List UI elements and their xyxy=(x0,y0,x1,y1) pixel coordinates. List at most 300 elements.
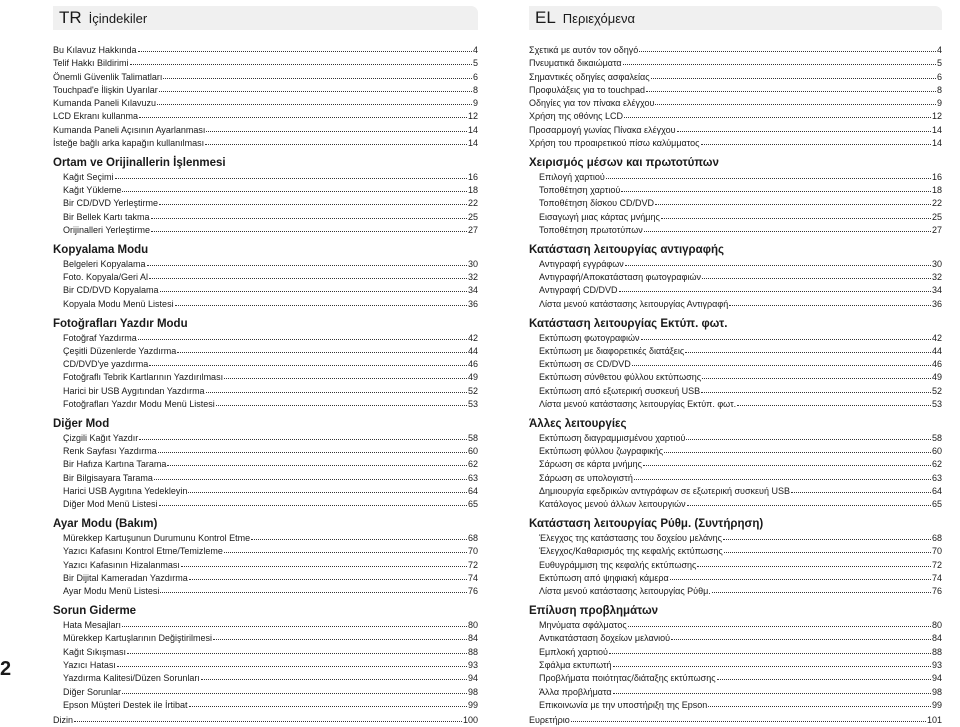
toc-entry-page: 68 xyxy=(467,533,478,544)
dot-leader xyxy=(213,631,467,640)
toc-entry[interactable] xyxy=(53,445,478,458)
dot-leader xyxy=(671,631,931,640)
toc-entry-title: Σχετικά με αυτόν τον οδηγό xyxy=(529,45,639,55)
toc-entry-page: 60 xyxy=(467,446,478,457)
toc-entry-page: 25 xyxy=(467,211,478,222)
dot-leader xyxy=(655,96,936,105)
dot-leader xyxy=(643,457,931,466)
toc-entry[interactable] xyxy=(53,485,478,498)
dot-leader xyxy=(655,196,931,205)
toc-entry-title: Telif Hakkı Bildirimi xyxy=(53,58,129,69)
toc-entry-title: Μηνύματα σφάλματος xyxy=(539,620,627,631)
toc-entry-page: 14 xyxy=(467,138,478,149)
toc-entry-title: Σάρωση σε κάρτα μνήμης xyxy=(539,459,642,470)
toc-entry-page: 88 xyxy=(467,646,478,657)
dot-leader xyxy=(613,658,931,667)
toc-title: Περιεχόμενα xyxy=(562,10,636,26)
toc-entry-page: 5 xyxy=(472,58,478,69)
toc-entry[interactable] xyxy=(53,398,478,411)
toc-entry-title: Προσαρμογή γωνίας Πίνακα ελέγχου xyxy=(529,124,676,135)
toc-entry-title: Εισαγωγή μιας κάρτας μνήμης xyxy=(539,211,660,222)
toc-column-turkish xyxy=(53,6,478,727)
toc-entry-title: Bir Bilgisayara Tarama xyxy=(63,472,153,483)
toc-entry-title: Renk Sayfası Yazdırma xyxy=(63,446,157,457)
toc-entry-title: Σάρωση σε υπολογιστή xyxy=(539,472,633,483)
toc-entry-title: Εκτύπωση σύνθετου φύλλου εκτύπωσης xyxy=(539,372,702,383)
toc-entry[interactable] xyxy=(529,97,942,110)
toc-entry-page: 84 xyxy=(467,633,478,644)
toc-entry-title: Λίστα μενού κατάστασης λειτουργίας Αντιγραφή xyxy=(539,298,729,309)
toc-header-el xyxy=(529,6,942,30)
toc-entry[interactable] xyxy=(529,124,942,137)
toc-entry-title: Ayar Modu Menü Listesi xyxy=(63,586,160,597)
section-heading: Diğer Mod xyxy=(53,417,110,430)
toc-entry[interactable] xyxy=(53,71,478,84)
dot-leader xyxy=(122,618,467,627)
dot-leader xyxy=(646,83,936,92)
toc-entry-title: Εκτύπωση φύλλου ζωγραφικής xyxy=(539,446,664,457)
toc-entry-title: Χρήση της οθόνης LCD xyxy=(529,111,623,122)
toc-entry[interactable] xyxy=(529,57,942,70)
toc-entry-title: Kağıt Sıkışması xyxy=(63,646,127,657)
toc-entry[interactable] xyxy=(53,57,478,70)
toc-entry-title: Kumanda Paneli Kılavuzu xyxy=(53,98,157,109)
toc-entry-page: 16 xyxy=(467,171,478,182)
toc-entry-title: Πνευματικά δικαιώματα xyxy=(529,58,622,69)
toc-entry-page: 64 xyxy=(931,486,942,497)
toc-entry[interactable] xyxy=(529,572,942,585)
toc-entry-page: 65 xyxy=(467,499,478,510)
toc-entry[interactable] xyxy=(53,659,478,672)
toc-entry-title: CD/DVD'ye yazdırma xyxy=(63,359,149,370)
toc-entry[interactable] xyxy=(53,171,478,184)
toc-entry-title: Τοποθέτηση πρωτοτύπων xyxy=(539,225,643,236)
toc-entry[interactable] xyxy=(529,699,942,712)
toc-entry-page: 27 xyxy=(931,225,942,236)
toc-entry[interactable] xyxy=(529,345,942,358)
toc-entry-page: 70 xyxy=(467,546,478,557)
dot-leader xyxy=(159,83,472,92)
dot-leader xyxy=(712,584,931,593)
toc-entry[interactable] xyxy=(53,284,478,297)
toc-entry-title: Yazıcı Kafasını Kontrol Etme/Temizleme xyxy=(63,546,223,557)
toc-entry-page: 80 xyxy=(467,620,478,631)
toc-entry[interactable] xyxy=(529,472,942,485)
toc-entry-title: Bir CD/DVD Kopyalama xyxy=(63,285,159,296)
toc-entry[interactable] xyxy=(53,97,478,110)
toc-entry[interactable] xyxy=(53,110,478,123)
dot-leader xyxy=(625,257,931,266)
toc-entry-page: 12 xyxy=(931,111,942,122)
toc-entry-page: 53 xyxy=(931,399,942,410)
toc-entry[interactable] xyxy=(529,458,942,471)
toc-entry-page: 8 xyxy=(472,84,478,95)
toc-entry-title: Εκτύπωση διαγραμμισμένου χαρτιού xyxy=(539,432,686,443)
toc-entry[interactable] xyxy=(53,585,478,598)
toc-entry[interactable] xyxy=(53,714,478,727)
dot-leader xyxy=(708,698,931,707)
dot-leader xyxy=(701,136,931,145)
toc-header-tr xyxy=(53,6,478,30)
toc-entry-page: 42 xyxy=(931,332,942,343)
dot-leader xyxy=(702,370,931,379)
toc-entry[interactable] xyxy=(529,137,942,150)
toc-entry-page: 46 xyxy=(931,359,942,370)
toc-entry-page: 16 xyxy=(931,171,942,182)
dot-leader xyxy=(181,558,467,567)
toc-entry[interactable] xyxy=(53,184,478,197)
toc-entry-title: Δημιουργία εφεδρικών αντιγράφων σε εξωτερική συσκευή USB xyxy=(539,486,790,497)
toc-entry-title: Αντικατάσταση δοχείων μελανιού xyxy=(539,633,671,644)
toc-entry-page: 32 xyxy=(467,272,478,283)
section-heading: Fotoğrafları Yazdır Modu xyxy=(53,317,188,330)
toc-entry[interactable] xyxy=(53,271,478,284)
toc-entry-page: 98 xyxy=(931,686,942,697)
dot-leader xyxy=(151,210,467,219)
toc-entry-page: 101 xyxy=(926,715,942,726)
dot-leader xyxy=(122,183,467,192)
toc-entry-page: 32 xyxy=(931,272,942,283)
dot-leader xyxy=(206,384,467,393)
toc-entry-title: Προφυλάξεις για το touchpad xyxy=(529,84,645,95)
toc-entry-page: 44 xyxy=(931,345,942,356)
dot-leader xyxy=(624,109,931,118)
toc-entry-page: 44 xyxy=(467,345,478,356)
language-code: EL xyxy=(535,8,556,27)
toc-entry-title: Belgeleri Kopyalama xyxy=(63,258,146,269)
toc-entry-page: 63 xyxy=(931,472,942,483)
toc-entry-title: Τοποθέτηση δίσκου CD/DVD xyxy=(539,198,654,209)
toc-entry-title: Οδηγίες για τον πίνακα ελέγχου xyxy=(529,98,655,109)
dot-leader xyxy=(686,431,931,440)
toc-entry-title: Yazıcı Hatası xyxy=(63,659,116,670)
toc-entry-title: Kopyala Modu Menü Listesi xyxy=(63,298,174,309)
toc-entry-page: 42 xyxy=(467,332,478,343)
toc-entry-page: 60 xyxy=(931,446,942,457)
dot-leader xyxy=(167,457,467,466)
section-heading: Κατάσταση λειτουργίας Ρύθμ. (Συντήρηση) xyxy=(529,518,764,531)
toc-entry-title: Προβλήματα ποιότητας/διάταξης εκτύπωσης xyxy=(539,673,716,684)
toc-entry[interactable] xyxy=(53,559,478,572)
toc-entry-title: Önemli Güvenlik Talimatları xyxy=(53,71,163,82)
toc-entry[interactable] xyxy=(53,498,478,511)
dot-leader xyxy=(159,497,467,506)
toc-entry[interactable] xyxy=(529,298,942,311)
toc-entry-title: Fotoğrafları Yazdır Modu Menü Listesi xyxy=(63,399,215,410)
toc-entry-page: 53 xyxy=(467,399,478,410)
toc-entry[interactable] xyxy=(53,458,478,471)
dot-leader xyxy=(189,698,467,707)
section-heading: Κατάσταση λειτουργίας αντιγραφής xyxy=(529,243,724,256)
toc-entry[interactable] xyxy=(529,184,942,197)
toc-entry-page: 98 xyxy=(467,686,478,697)
toc-entry[interactable] xyxy=(53,385,478,398)
dot-leader xyxy=(149,270,467,279)
dot-leader xyxy=(175,297,467,306)
toc-entry[interactable] xyxy=(53,646,478,659)
toc-entry-page: 58 xyxy=(931,432,942,443)
toc-entry-title: Orijinalleri Yerleştirme xyxy=(63,225,151,236)
dot-leader xyxy=(621,183,931,192)
toc-entry-page: 34 xyxy=(931,285,942,296)
toc-entry[interactable] xyxy=(53,686,478,699)
toc-entry-title: Yazıcı Kafasının Hizalanması xyxy=(63,559,180,570)
dot-leader xyxy=(717,671,931,680)
dot-leader xyxy=(138,331,467,340)
toc-entry-title: Yazdırma Kalitesi/Düzen Sorunları xyxy=(63,673,200,684)
toc-entry[interactable] xyxy=(529,445,942,458)
toc-entry-page: 46 xyxy=(467,359,478,370)
toc-entry-title: Εκτύπωση από εξωτερική συσκευή USB xyxy=(539,385,701,396)
toc-body-el xyxy=(529,44,942,727)
dot-leader xyxy=(160,283,467,292)
toc-entry[interactable] xyxy=(53,572,478,585)
toc-entry-title: Λίστα μενού κατάστασης λειτουργίας Ρύθμ. xyxy=(539,586,711,597)
toc-entry-page: 8 xyxy=(936,84,942,95)
dot-leader xyxy=(74,713,462,722)
toc-entry[interactable] xyxy=(529,632,942,645)
toc-entry-title: Bir Hafıza Kartına Tarama xyxy=(63,459,167,470)
language-code: TR xyxy=(59,8,82,27)
toc-entry-page: 93 xyxy=(467,659,478,670)
toc-entry[interactable] xyxy=(529,84,942,97)
toc-entry-page: 84 xyxy=(931,633,942,644)
toc-entry[interactable] xyxy=(53,84,478,97)
section-heading: Ortam ve Orijinallerin İşlenmesi xyxy=(53,156,226,169)
toc-entry[interactable] xyxy=(53,432,478,445)
toc-entry-title: Touchpad'e İlişkin Uyarılar xyxy=(53,84,158,95)
dot-leader xyxy=(205,136,467,145)
toc-entry-page: 52 xyxy=(931,385,942,396)
dot-leader xyxy=(201,671,467,680)
toc-entry[interactable] xyxy=(529,44,942,57)
toc-entry-title: Αντιγραφή εγγράφων xyxy=(539,258,624,269)
toc-entry-page: 72 xyxy=(467,559,478,570)
toc-entry[interactable] xyxy=(53,197,478,210)
dot-leader xyxy=(188,484,467,493)
toc-entry-page: 9 xyxy=(472,98,478,109)
toc-entry-page: 18 xyxy=(931,185,942,196)
toc-entry[interactable] xyxy=(529,659,942,672)
toc-entry-page: 30 xyxy=(931,258,942,269)
toc-entry[interactable] xyxy=(529,646,942,659)
toc-entry-page: 76 xyxy=(467,586,478,597)
dot-leader xyxy=(139,431,467,440)
toc-entry[interactable] xyxy=(529,358,942,371)
toc-entry[interactable] xyxy=(529,271,942,284)
toc-entry[interactable] xyxy=(53,371,478,384)
toc-entry-title: Dizin xyxy=(53,715,74,726)
dot-leader xyxy=(723,531,931,540)
toc-entry[interactable] xyxy=(53,137,478,150)
toc-entry-title: Εκτύπωση φωτογραφιών xyxy=(539,332,640,343)
toc-entry-page: 62 xyxy=(931,459,942,470)
dot-leader xyxy=(628,618,931,627)
toc-entry-title: Λίστα μενού κατάστασης λειτουργίας Εκτύπ. φωτ. xyxy=(539,399,737,410)
toc-entry[interactable] xyxy=(529,498,942,511)
page-number: 2 xyxy=(0,658,12,680)
dot-leader xyxy=(138,43,472,52)
toc-entry-page: 9 xyxy=(936,98,942,109)
dot-leader xyxy=(677,123,931,132)
dot-leader xyxy=(127,645,467,654)
toc-entry-page: 30 xyxy=(467,258,478,269)
toc-entry-title: Kumanda Paneli Açısının Ayarlanması xyxy=(53,124,206,135)
toc-entry-page: 25 xyxy=(931,211,942,222)
section-heading: Κατάσταση λειτουργίας Εκτύπ. φωτ. xyxy=(529,317,728,330)
dot-leader xyxy=(644,223,931,232)
toc-entry[interactable] xyxy=(53,224,478,237)
dot-leader xyxy=(634,471,931,480)
dot-leader xyxy=(147,257,467,266)
toc-entry[interactable] xyxy=(529,258,942,271)
toc-entry[interactable] xyxy=(53,532,478,545)
toc-entry-title: Kağıt Yükleme xyxy=(63,185,122,196)
toc-entry-page: 58 xyxy=(467,432,478,443)
toc-entry-page: 49 xyxy=(467,372,478,383)
toc-entry-title: Αντιγραφή CD/DVD xyxy=(539,285,618,296)
toc-title: İçindekiler xyxy=(88,10,148,26)
toc-entry-page: 70 xyxy=(931,546,942,557)
dot-leader xyxy=(701,384,931,393)
toc-entry-page: 64 xyxy=(467,486,478,497)
toc-entry[interactable] xyxy=(529,224,942,237)
toc-entry-page: 62 xyxy=(467,459,478,470)
toc-entry-title: Harici USB Aygıtına Yedekleyin xyxy=(63,486,188,497)
dot-leader xyxy=(651,70,936,79)
toc-entry[interactable] xyxy=(529,332,942,345)
toc-entry-page: 74 xyxy=(467,573,478,583)
toc-entry[interactable] xyxy=(53,124,478,137)
dot-leader xyxy=(664,444,931,453)
toc-entry[interactable] xyxy=(529,71,942,84)
toc-entry[interactable] xyxy=(529,559,942,572)
toc-entry[interactable] xyxy=(529,284,942,297)
toc-entry-page: 12 xyxy=(467,111,478,122)
toc-body-tr xyxy=(53,44,478,727)
toc-entry-title: Bu Kılavuz Hakkında xyxy=(53,45,137,55)
toc-entry[interactable] xyxy=(53,258,478,271)
toc-entry[interactable] xyxy=(529,371,942,384)
toc-entry-page: 93 xyxy=(931,659,942,670)
dot-leader xyxy=(702,270,931,279)
toc-entry[interactable] xyxy=(53,44,478,57)
toc-entry-title: Çizgili Kağıt Yazdır xyxy=(63,432,139,443)
toc-entry-page: 94 xyxy=(467,673,478,684)
toc-entry-page: 4 xyxy=(472,45,478,55)
toc-entry[interactable] xyxy=(53,545,478,558)
dot-leader xyxy=(206,123,467,132)
toc-entry[interactable] xyxy=(53,358,478,371)
toc-entry[interactable] xyxy=(529,714,942,727)
toc-entry[interactable] xyxy=(529,686,942,699)
dot-leader xyxy=(729,297,931,306)
dot-leader xyxy=(687,497,931,506)
toc-entry-page: 68 xyxy=(931,533,942,544)
toc-entry[interactable] xyxy=(53,211,478,224)
toc-entry-title: Çeşitli Düzenlerde Yazdırma xyxy=(63,345,177,356)
toc-entry-title: Ευρετήριο xyxy=(529,715,570,726)
toc-entry[interactable] xyxy=(529,197,942,210)
toc-entry-title: LCD Ekranı kullanma xyxy=(53,111,139,122)
toc-entry-title: Επιλογή χαρτιού xyxy=(539,171,605,182)
dot-leader xyxy=(737,397,931,406)
toc-entry[interactable] xyxy=(529,398,942,411)
toc-entry[interactable] xyxy=(529,532,942,545)
dot-leader xyxy=(157,96,472,105)
toc-entry[interactable] xyxy=(53,619,478,632)
toc-entry-title: Σφάλμα εκτυπωτή xyxy=(539,659,612,670)
toc-entry-page: 22 xyxy=(931,198,942,209)
toc-entry[interactable] xyxy=(53,699,478,712)
dot-leader xyxy=(606,170,931,179)
dot-leader xyxy=(670,571,931,580)
dot-leader xyxy=(139,109,467,118)
toc-entry-title: Εκτύπωση με διαφορετικές διατάξεις xyxy=(539,345,685,356)
toc-entry-page: 5 xyxy=(936,58,942,69)
dot-leader xyxy=(149,357,467,366)
dot-leader xyxy=(115,170,467,179)
dot-leader xyxy=(224,370,467,379)
dot-leader xyxy=(224,544,467,553)
toc-entry-title: Κατάλογος μενού άλλων λειτουργιών xyxy=(539,499,686,510)
dot-leader xyxy=(251,531,467,540)
dot-leader xyxy=(623,56,936,65)
toc-entry-title: Epson Müşteri Destek ile İrtibat xyxy=(63,699,188,710)
dot-leader xyxy=(163,70,472,79)
toc-entry-page: 100 xyxy=(462,715,478,726)
toc-entry[interactable] xyxy=(529,171,942,184)
toc-entry-title: Εκτύπωση από ψηφιακή κάμερα xyxy=(539,573,669,583)
toc-entry-title: Bir Dijital Kameradan Yazdırma xyxy=(63,573,188,583)
section-heading: Χειρισμός μέσων και πρωτοτύπων xyxy=(529,156,719,169)
toc-entry[interactable] xyxy=(529,110,942,123)
toc-entry-title: İsteğe bağlı arka kapağın kullanılması xyxy=(53,138,205,149)
toc-entry[interactable] xyxy=(53,332,478,345)
dot-leader xyxy=(154,471,467,480)
toc-entry-page: 6 xyxy=(936,71,942,82)
toc-entry-title: Fotoğraflı Tebrik Kartlarının Yazdırılması xyxy=(63,372,224,383)
toc-entry[interactable] xyxy=(53,632,478,645)
dot-leader xyxy=(619,283,931,292)
toc-entry-title: Επικοινωνία με την υποστήριξη της Epson xyxy=(539,699,708,710)
toc-entry[interactable] xyxy=(529,585,942,598)
dot-leader xyxy=(160,584,467,593)
toc-entry[interactable] xyxy=(529,672,942,685)
toc-entry[interactable] xyxy=(53,298,478,311)
dot-leader xyxy=(151,223,467,232)
dot-leader xyxy=(158,444,467,453)
dot-leader xyxy=(697,558,931,567)
section-heading: Sorun Giderme xyxy=(53,605,137,618)
toc-entry[interactable] xyxy=(53,472,478,485)
toc-entry[interactable] xyxy=(529,545,942,558)
toc-entry-page: 99 xyxy=(931,699,942,710)
toc-entry[interactable] xyxy=(529,385,942,398)
toc-entry[interactable] xyxy=(529,485,942,498)
section-heading: Άλλες λειτουργίες xyxy=(529,417,627,430)
dot-leader xyxy=(117,658,467,667)
dot-leader xyxy=(159,196,467,205)
toc-entry[interactable] xyxy=(529,432,942,445)
toc-entry-title: Σημαντικές οδηγίες ασφαλείας xyxy=(529,71,650,82)
toc-entry[interactable] xyxy=(529,211,942,224)
toc-entry-page: 52 xyxy=(467,385,478,396)
toc-entry[interactable] xyxy=(529,619,942,632)
toc-entry-title: Mürekkep Kartuşlarının Değiştirilmesi xyxy=(63,633,213,644)
toc-entry[interactable] xyxy=(53,345,478,358)
toc-entry[interactable] xyxy=(53,672,478,685)
